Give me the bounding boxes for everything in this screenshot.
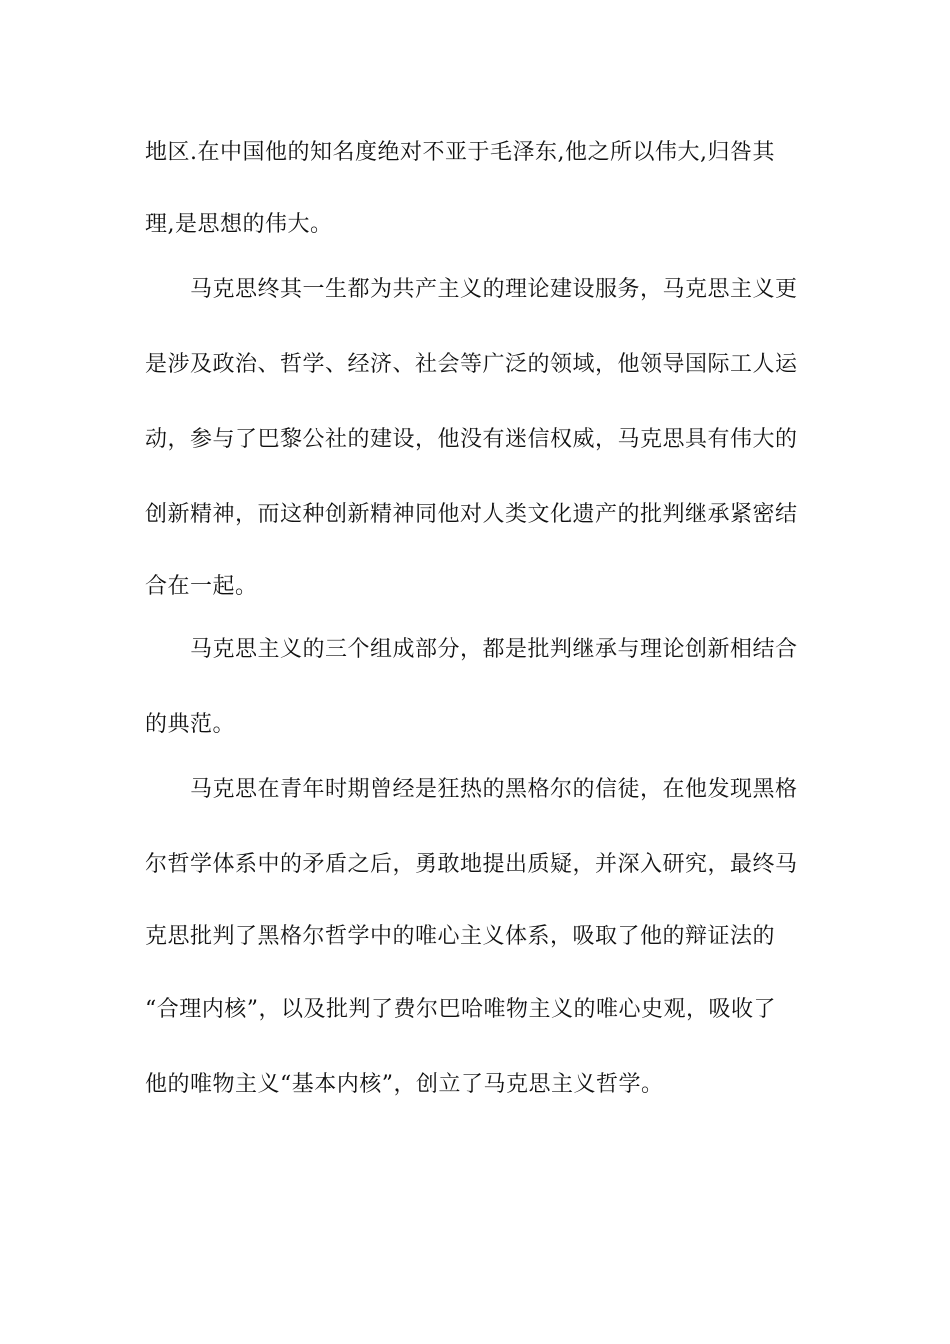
text-line: 是涉及政治、哲学、经济、社会等广泛的领域，他领导国际工人运: [145, 352, 798, 377]
paragraph-first-line: 马克思主义的三个组成部分，都是批判继承与理论创新相结合: [190, 637, 798, 662]
text-line: “合理内核”，以及批判了费尔巴哈唯物主义的唯心史观，吸收了: [145, 997, 776, 1022]
text-line: 他的唯物主义“基本内核”，创立了马克思主义哲学。: [145, 1072, 664, 1097]
text-line: 合在一起。: [145, 574, 258, 599]
paragraph-first-line: 马克思终其一生都为共产主义的理论建设服务，马克思主义更: [190, 277, 798, 302]
text-line: 的典范。: [145, 712, 236, 737]
text-line: 创新精神，而这种创新精神同他对人类文化遗产的批判继承紧密结: [145, 502, 798, 527]
text-line: 尔哲学体系中的矛盾之后，勇敢地提出质疑，并深入研究，最终马: [145, 852, 798, 877]
paragraph-first-line: 马克思在青年时期曾经是狂热的黑格尔的信徒，在他发现黑格: [190, 777, 798, 802]
text-line: 动，参与了巴黎公社的建设，他没有迷信权威，马克思具有伟大的: [145, 427, 798, 452]
text-line: 克思批判了黑格尔哲学中的唯心主义体系，吸取了他的辩证法的: [145, 924, 776, 949]
text-line: 理,是思想的伟大。: [145, 212, 333, 237]
text-line: 地区.在中国他的知名度绝对不亚于毛泽东,他之所以伟大,归咎其: [145, 140, 775, 165]
